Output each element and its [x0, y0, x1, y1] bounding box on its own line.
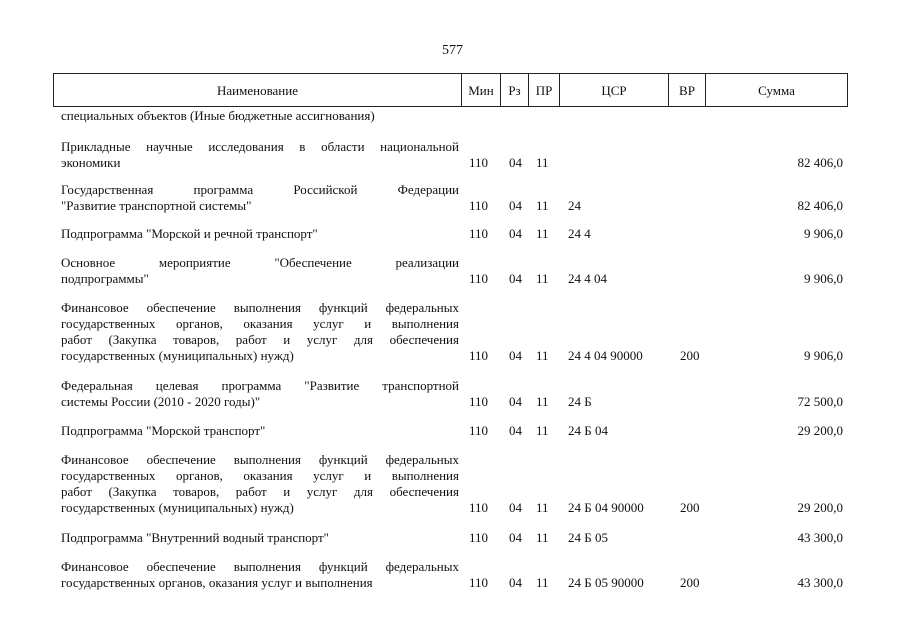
cell-rz: 04 — [509, 575, 522, 590]
header-min: Мин — [462, 74, 501, 106]
row-name — [61, 378, 459, 410]
header-csr: ЦСР — [560, 74, 669, 106]
cell-min: 110 — [469, 500, 489, 515]
row-name-line: государственных (муниципальных) нужд) — [61, 500, 294, 515]
cell-csr: 24 Б — [568, 394, 592, 409]
row-name — [61, 139, 459, 171]
header-vr: ВР — [669, 74, 706, 106]
row-name — [61, 423, 459, 439]
table-row — [0, 423, 905, 439]
cell-csr: 24 4 — [568, 226, 591, 241]
table-row — [0, 452, 905, 516]
cell-pr: 11 — [536, 394, 549, 409]
row-name-line: работ (Закупка товаров, работ и услуг для обеспечения — [61, 484, 459, 499]
cell-rz: 04 — [509, 348, 522, 363]
header-sum: Сумма — [758, 83, 795, 98]
header-name: Наименование — [54, 74, 462, 106]
cell-min: 110 — [469, 394, 489, 409]
row-name-line: государственных органов, оказания услуг и выполнения — [61, 316, 459, 331]
cell-rz: 04 — [509, 394, 522, 409]
cell-sum: 43 300,0 — [797, 575, 843, 590]
cell-sum: 9 906,0 — [804, 348, 843, 363]
row-name — [61, 108, 459, 124]
cell-rz: 04 — [509, 500, 522, 515]
row-name — [61, 559, 459, 591]
row-name-line: работ (Закупка товаров, работ и услуг для обеспечения — [61, 332, 459, 347]
cell-sum: 9 906,0 — [804, 226, 843, 241]
row-name-line: Финансовое обеспечение выполнения функций федеральных — [61, 559, 459, 574]
cell-csr: 24 Б 05 — [568, 530, 608, 545]
cell-rz: 04 — [509, 271, 522, 286]
cell-vr: 200 — [680, 348, 700, 363]
row-name — [61, 300, 459, 364]
cell-min: 110 — [469, 226, 489, 241]
cell-sum: 43 300,0 — [797, 530, 843, 545]
table-row — [0, 559, 905, 591]
cell-min: 110 — [469, 198, 489, 213]
cell-vr: 200 — [680, 500, 700, 515]
cell-csr: 24 Б 04 — [568, 423, 608, 438]
header-rz: Рз — [501, 74, 529, 106]
cell-sum: 82 406,0 — [797, 155, 843, 170]
row-name — [61, 255, 459, 287]
cell-rz: 04 — [509, 530, 522, 545]
cell-min: 110 — [469, 423, 489, 438]
row-name — [61, 182, 459, 214]
row-name-line: системы России (2010 - 2020 годы)" — [61, 394, 261, 409]
cell-csr: 24 Б 05 90000 — [568, 575, 644, 590]
table-row — [0, 226, 905, 242]
cell-min: 110 — [469, 155, 489, 170]
row-name-line: Подпрограмма "Морской и речной транспорт" — [61, 226, 318, 241]
row-name-line: Федеральная целевая программа "Развитие транспортной — [61, 378, 459, 393]
row-name-line: государственных органов, оказания услуг и выполнения — [61, 575, 373, 590]
cell-csr: 24 4 04 90000 — [568, 348, 643, 363]
row-name-line: Государственная программа Российской Федерации — [61, 182, 459, 197]
row-name-line: Прикладные научные исследования в области национальной — [61, 139, 459, 154]
row-name-line: Финансовое обеспечение выполнения функций федеральных — [61, 300, 459, 315]
row-name-line: подпрограммы" — [61, 271, 149, 286]
cell-rz: 04 — [509, 155, 522, 170]
table-header — [53, 73, 848, 107]
row-name-line: "Развитие транспортной системы" — [61, 198, 252, 213]
cell-pr: 11 — [536, 198, 549, 213]
cell-rz: 04 — [509, 198, 522, 213]
cell-min: 110 — [469, 530, 489, 545]
cell-sum: 72 500,0 — [797, 394, 843, 409]
row-name — [61, 226, 459, 242]
table-row — [0, 378, 905, 410]
cell-sum: 29 200,0 — [797, 500, 843, 515]
row-name-line: Финансовое обеспечение выполнения функций федеральных — [61, 452, 459, 467]
cell-pr: 11 — [536, 575, 549, 590]
row-name-line: экономики — [61, 155, 121, 170]
cell-min: 110 — [469, 348, 489, 363]
table-row — [0, 139, 905, 171]
cell-rz: 04 — [509, 423, 522, 438]
cell-csr: 24 Б 04 90000 — [568, 500, 644, 515]
table-row — [0, 255, 905, 287]
row-name — [61, 530, 459, 546]
table-row — [0, 300, 905, 364]
table-row — [0, 182, 905, 214]
cell-rz: 04 — [509, 226, 522, 241]
cell-pr: 11 — [536, 226, 549, 241]
cell-min: 110 — [469, 271, 489, 286]
table-row — [0, 530, 905, 546]
page-number: 577 — [442, 43, 463, 58]
header-pr: ПР — [529, 74, 560, 106]
row-name-line: Подпрограмма "Внутренний водный транспорт" — [61, 530, 329, 545]
cell-sum: 29 200,0 — [797, 423, 843, 438]
cell-sum: 82 406,0 — [797, 198, 843, 213]
cell-pr: 11 — [536, 155, 549, 170]
cell-pr: 11 — [536, 271, 549, 286]
cell-pr: 11 — [536, 423, 549, 438]
cell-pr: 11 — [536, 500, 549, 515]
cell-pr: 11 — [536, 348, 549, 363]
table-row — [0, 108, 905, 124]
row-name-line: государственных (муниципальных) нужд) — [61, 348, 294, 363]
row-name-line: специальных объектов (Иные бюджетные ассигнования) — [61, 108, 375, 123]
row-name — [61, 452, 459, 516]
row-name-line: государственных органов, оказания услуг и выполнения — [61, 468, 459, 483]
cell-csr: 24 — [568, 198, 581, 213]
row-name-line: Подпрограмма "Морской транспорт" — [61, 423, 266, 438]
cell-sum: 9 906,0 — [804, 271, 843, 286]
cell-csr: 24 4 04 — [568, 271, 607, 286]
row-name-line: Основное мероприятие "Обеспечение реализации — [61, 255, 459, 270]
cell-pr: 11 — [536, 530, 549, 545]
cell-vr: 200 — [680, 575, 700, 590]
cell-min: 110 — [469, 575, 489, 590]
